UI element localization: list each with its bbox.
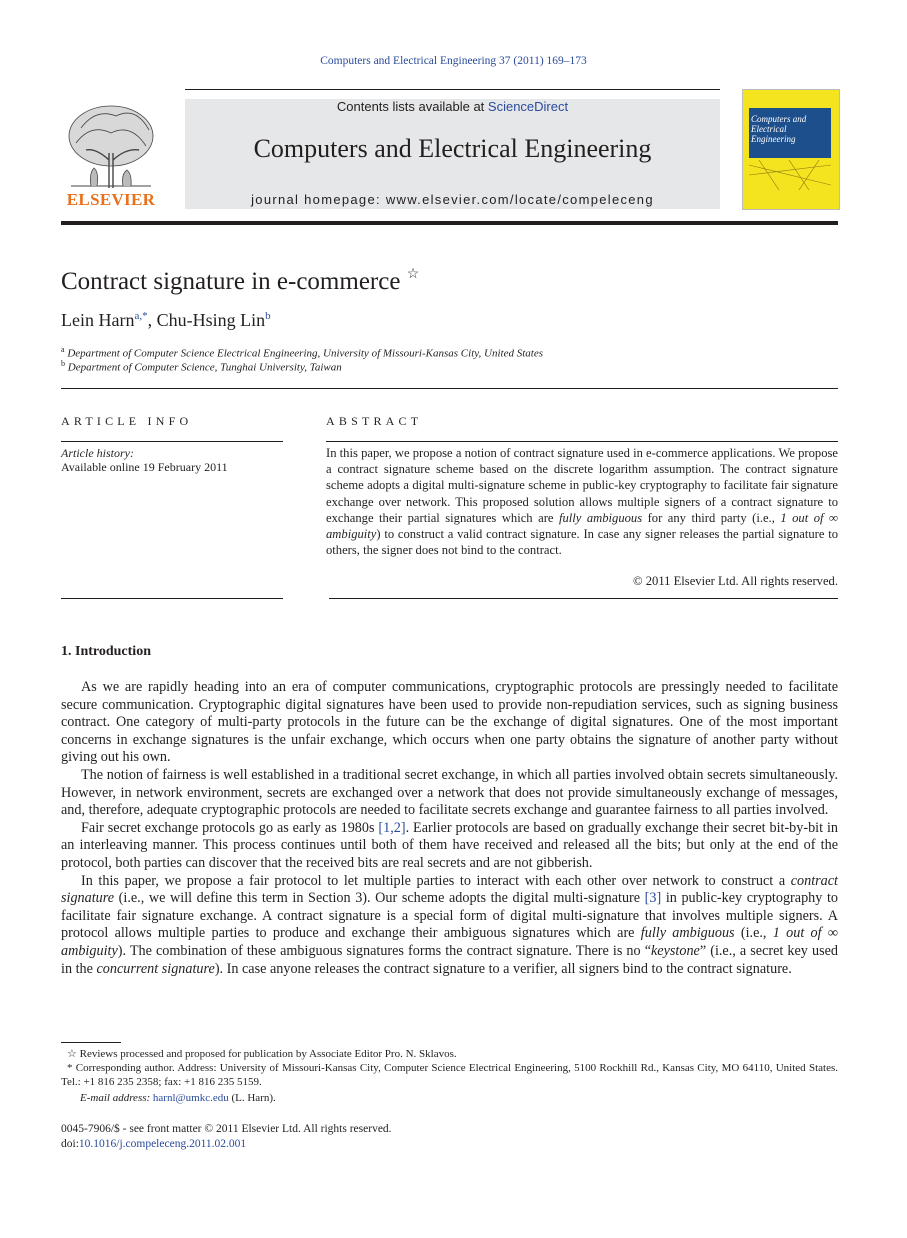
homepage-link[interactable]: www.elsevier.com/locate/compeleceng (385, 192, 654, 207)
journal-homepage (185, 192, 720, 207)
paragraph: As we are rapidly heading into an era of computer communications, cryptographic protocols are pressingly needed to facilitate secure communication. Cryptographic digital signatures have been used to provide non-repudiation services, such as signing business contract. One category of multi-party protocols in the future can be the exchange of digital signatures. One of the most important concerns in exchange signatures is the unfair exchange, which occurs when one party obtains the signature of another party without giving out his own. (61, 679, 838, 766)
article-history-value: Available online 19 February 2011 (61, 460, 228, 474)
author-name: Lein Harn (61, 310, 135, 330)
emphasis: fully ambiguous (640, 925, 735, 942)
text-run: ” (i.e., a secret key used in the (61, 942, 838, 977)
abstract-label: ABSTRACT (326, 414, 423, 428)
footnote-email (61, 1091, 838, 1105)
text-run: (i.e., we will define this term in Section 3). Our scheme adopts the digital multi-signature (114, 890, 645, 907)
abstract-emphasis: fully ambiguous (558, 510, 643, 525)
footnote-mark: ☆ (67, 1048, 77, 1060)
emphasis: keystone (651, 942, 700, 959)
text-run: ). The combination of these ambiguous signatures forms the contract signature. There is no “ (117, 942, 651, 959)
article-title (61, 268, 419, 296)
abstract-emphasis: 1 out of ∞ ambiguity (326, 510, 838, 542)
text-run: (i.e., (734, 925, 773, 942)
text-run: in public-key cryptography to facilitate fair signature exchange. A contract signature is a special form of digital multi-signature that involves multiple signers. A protocol allows multiple parties to produce and exchange their ambiguous signatures which are (61, 890, 838, 942)
journal-cover-thumbnail[interactable] (742, 89, 840, 210)
citation-link[interactable]: [1,2] (378, 819, 406, 836)
affiliation-text: Department of Computer Science, Tunghai University, Taiwan (67, 361, 342, 374)
title-footnote-mark[interactable]: ☆ (406, 267, 420, 282)
header-thick-rule (61, 221, 838, 225)
footnotes (61, 1047, 838, 1105)
article-info-label: ARTICLE INFO (61, 414, 193, 428)
homepage-prefix: journal homepage: (251, 192, 386, 207)
author-affil-link[interactable]: a,* (134, 310, 148, 322)
issn-block (61, 1122, 392, 1151)
doi-link[interactable]: 10.1016/j.compeleceng.2011.02.001 (78, 1137, 247, 1150)
emphasis: 1 out of ∞ ambiguity (61, 925, 838, 959)
affiliation-text: Department of Computer Science Electrical Engineering, University of Missouri-Kansas City, United States (67, 347, 543, 360)
author-list: Lein Harn$^{a,*}$, Chu-Hsing Lin$^b$ (61, 310, 271, 330)
affiliation (61, 345, 543, 360)
article-info-bottom-rule (61, 598, 283, 599)
abstract-bottom-rule (329, 598, 838, 599)
section-divider (61, 388, 838, 389)
text-run: In this paper, we propose a fair protocol to let multiple parties to interact with each other over network to construct a (81, 872, 791, 889)
doi-line (61, 1137, 392, 1152)
cover-title: Computers and Electrical Engineering (751, 114, 807, 144)
cover-pattern-icon (749, 160, 831, 190)
footnote (61, 1061, 838, 1089)
elsevier-wordmark: ELSEVIER (66, 190, 156, 209)
abstract-rule (326, 441, 838, 442)
email-link[interactable]: harnl@umkc.edu (152, 1091, 229, 1104)
issn-line: 0045-7906/$ - see front matter © 2011 Elsevier Ltd. All rights reserved. (61, 1123, 392, 1135)
email-label: E-mail address: (80, 1091, 151, 1104)
emphasis: contract signature (61, 872, 838, 907)
abstract-part: In this paper, we propose a notion of contract signature used in e-commerce applications. We propose a contract signature scheme based on the discrete logarithm assumption. The contract signature scheme adopts a digital multi-signature scheme in public-key cryptography to facilitate fair signature exchange over network. This proposed solution allows multiple signers of a contract signature to exchange their partial signatures which are (326, 446, 838, 525)
citation-link[interactable]: [3] (644, 890, 662, 907)
paragraph (61, 820, 838, 873)
affiliation (61, 359, 342, 374)
contents-prefix: Contents lists available at (336, 99, 488, 114)
doi-prefix: doi: (61, 1137, 79, 1150)
author-name: Chu-Hsing Lin (156, 310, 266, 330)
header-top-rule (185, 89, 720, 90)
emphasis: concurrent signature (96, 960, 215, 977)
introduction-body (61, 679, 838, 978)
footnote-text: Corresponding author. Address: University of Missouri-Kansas City, Computer Science Electrical Engineering, 5100 Rockhill Rd., Kansas City, MO 64110, United States. Tel.: +1 816 235 2358; fax: +1 816 235 5159. (61, 1062, 838, 1089)
article-history-label: Article history: (61, 446, 134, 460)
email-suffix: (L. Harn). (231, 1091, 276, 1104)
paragraph: The notion of fairness is well established in a traditional secret exchange, in which all parties involved obtain secrets simultaneously. However, in network environment, secrets are exchanged over a network that does not provide simultaneously exchange of messages, and, therefore, adequate cryptographic protocols are needed to facilitate secrets exchange and guarantee fairness to all parties involved. (61, 766, 838, 819)
footnote-rule (61, 1042, 121, 1043)
text-run: . Earlier protocols are based on gradually exchange their secret bit-by-bit in an interleaving manner. This process continues until both of them have received and released all the bits; but only at the end of the protocol, both parties can discover that the received bits are real secrets and are not gibberish. (61, 819, 838, 871)
footnote (61, 1047, 838, 1061)
abstract-copyright: © 2011 Elsevier Ltd. All rights reserved. (633, 574, 838, 588)
contents-line (185, 99, 720, 114)
text-run: ). In case anyone releases the contract signature to a verifier, all signers bind to the contract signature. (214, 960, 792, 977)
paragraph (61, 873, 838, 979)
abstract-part: for any third party (i.e., (642, 510, 781, 525)
footnote-mark: * (67, 1062, 73, 1075)
article-info-rule (61, 441, 283, 442)
journal-reference[interactable]: Computers and Electrical Engineering 37 (2011) 169–173 (320, 55, 587, 67)
author-affil-link[interactable]: b (265, 310, 271, 322)
title-text: Contract signature in e-commerce (61, 268, 401, 295)
section-heading: 1. Introduction (61, 644, 151, 659)
journal-title: Computers and Electrical Engineering (253, 134, 652, 163)
footnote-text: Reviews processed and proposed for publication by Associate Editor Pro. N. Sklavos. (79, 1048, 457, 1060)
affiliation-mark: a (61, 345, 65, 354)
abstract-text (326, 445, 838, 558)
affiliation-mark: b (61, 359, 65, 368)
sciencedirect-link[interactable]: ScienceDirect (487, 99, 569, 114)
text-run: Fair secret exchange protocols go as early as 1980s (81, 819, 379, 836)
abstract-part: ) to construct a valid contract signature. In case any signer releases the partial signature to others, the signer does not bind to the contract. (326, 527, 838, 558)
